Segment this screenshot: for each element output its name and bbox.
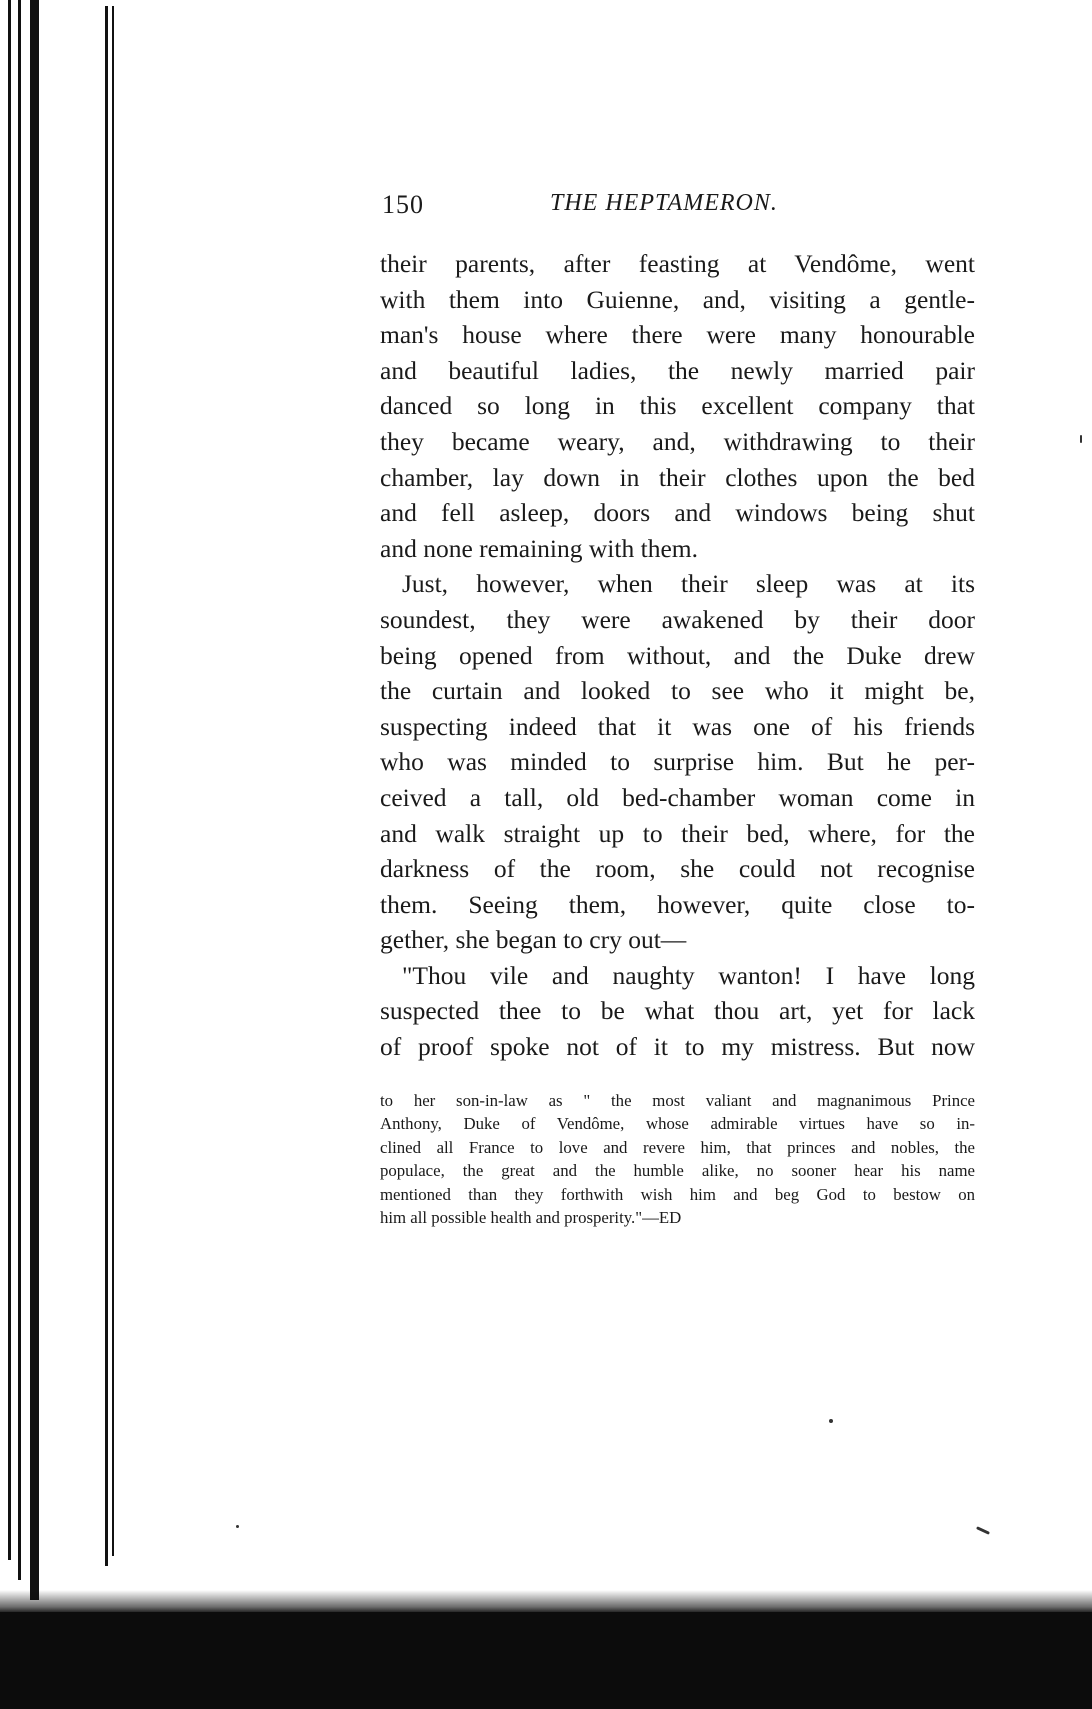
running-title: THE HEPTAMERON.: [550, 190, 778, 216]
text-line: chamber, lay down in their clothes upon the bed: [380, 462, 975, 492]
text-line: and beautiful ladies, the newly married pair: [380, 355, 975, 385]
gutter-line: [8, 0, 11, 1560]
text-line: being opened from without, and the Duke drew: [380, 640, 975, 670]
footnote-line: clined all France to love and revere him, that princes and nobles, the: [380, 1137, 975, 1157]
paper-speck: [976, 1526, 990, 1535]
gutter-line: [30, 0, 39, 1600]
text-line: they became weary, and, withdrawing to their: [380, 426, 975, 456]
scan-bottom-shadow: [0, 1612, 1092, 1709]
text-line: who was minded to surprise him. But he per-: [380, 747, 975, 777]
gutter-line: [105, 6, 108, 1566]
paper-speck: [1080, 435, 1082, 443]
text-line: the curtain and looked to see who it might be,: [380, 676, 975, 706]
text-line: suspected thee to be what thou art, yet for lack: [380, 996, 975, 1026]
text-line: "Thou vile and naughty wanton! I have long: [402, 960, 975, 990]
page-header: [380, 190, 975, 230]
text-line: ceived a tall, old bed-chamber woman come in: [380, 782, 975, 812]
footnote-line: him all possible health and prosperity."—ED: [380, 1207, 682, 1227]
text-line: suspecting indeed that it was one of his friends: [380, 711, 975, 741]
text-line: darkness of the room, she could not recognise: [380, 854, 975, 884]
text-line: and none remaining with them.: [380, 533, 698, 563]
footnote: [380, 1089, 975, 1229]
text-line: and walk straight up to their bed, where, for the: [380, 818, 975, 848]
text-line: soundest, they were awakened by their door: [380, 604, 975, 634]
text-line: with them into Guienne, and, visiting a gentle-: [380, 284, 975, 314]
main-text: [380, 246, 975, 1065]
text-line: man's house where there were many honourable: [380, 320, 975, 350]
footnote-line: Anthony, Duke of Vendôme, whose admirable virtues have so in-: [380, 1114, 975, 1134]
paper-speck: [829, 1419, 833, 1423]
paper-speck: [236, 1525, 239, 1528]
text-line: and fell asleep, doors and windows being shut: [380, 498, 975, 528]
book-spine-gutter: [0, 0, 125, 1709]
gutter-line: [112, 6, 114, 1556]
page-number: 150: [382, 190, 424, 219]
text-line: gether, she began to cry out—: [380, 925, 687, 955]
text-line: them. Seeing them, however, quite close to-: [380, 889, 975, 919]
text-line: danced so long in this excellent company that: [380, 391, 975, 421]
text-line: Just, however, when their sleep was at its: [402, 569, 975, 599]
footnote-line: populace, the great and the humble alike, no sooner hear his name: [380, 1161, 975, 1181]
footnote-line: to her son-in-law as " the most valiant and magnanimous Prince: [380, 1091, 975, 1110]
text-line: of proof spoke not of it to my mistress. But now: [380, 1032, 975, 1062]
gutter-line: [18, 0, 21, 1580]
footnote-line: mentioned than they forthwith wish him and beg God to bestow on: [380, 1184, 975, 1204]
text-line: their parents, after feasting at Vendôme, went: [380, 249, 975, 278]
